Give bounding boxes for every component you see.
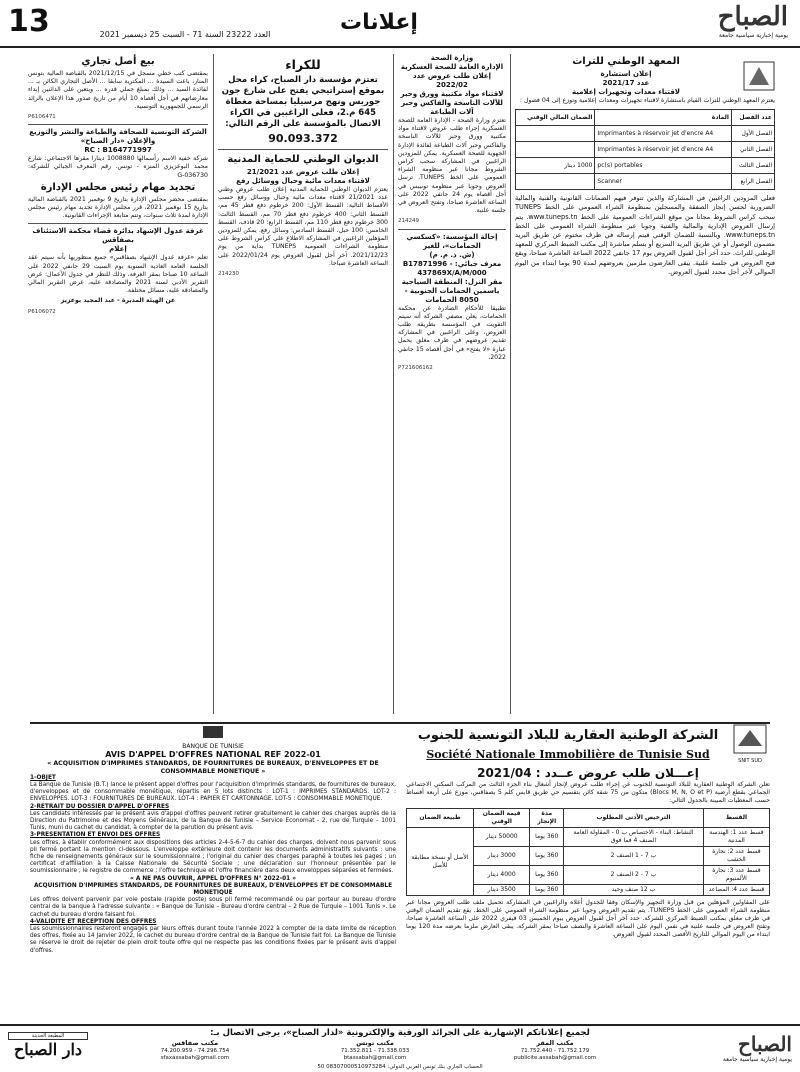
table-header: المادة [595, 110, 732, 126]
table-cell: النشاط: البناء - الاختصاص ب 0 - المقاولة العامة الصنف 4 فما فوق [564, 828, 704, 847]
chamber-title: غرفة عدول الإشهاد بدائرة قضاء محكمة الاستئناف بصفاقس [32, 227, 204, 245]
ad-reference: P6106072 [28, 308, 56, 315]
footer-account: الحساب الجاري بنك تونس العربي الدولي: 08307000510973284 50 [317, 1064, 483, 1070]
section-heading: 3-PRESENTATION ET ENVOI DES OFFRES [30, 832, 161, 839]
table-header: الضمان المالي الوقتي [516, 110, 595, 126]
table-cell: 3500 دينار [473, 885, 529, 896]
closing-title: « A NE PAS OUVRIR, APPEL D'OFFRES N° 2022-01 » [130, 875, 296, 882]
rent-title: للكراء [285, 57, 321, 72]
company-body: شركة خفية الاسم رأسمالها 1008880 دينارا مقرها الاجتماعي: شارع محمد البوعزيزي المنزه - تونس. رقم المعرف الجبائي للشركة: 036730-G [28, 155, 208, 179]
table-cell: ب 7 - 2 الصنف 2 [564, 866, 704, 885]
office-tunis [320, 1040, 430, 1062]
table-cell: 4000 دينار [473, 866, 529, 885]
ad-reference: P6106471 [28, 114, 56, 121]
health-tender-body: تعتزم وزارة الصحة - الإدارة العامة للصحة العسكرية إجراء طلب عروض لاقتناء مواد مكتبية وورق وحبر للآلات الناسخة والفاكس وحبر آلات الطباعة لفائدة الإدارة الجهوية للصحة العسكرية. يمكن للمزودين الراغبين في المشاركة سحب كراس الشروط مجانا عبر منظومة الشراء العمومي على الخط TUNEPS. ترسل العروض وجوبا عبر منظومة تونيبس في أجل أقصاه يوم 24 جانفي 2022 على الساعة العاشرة صباحا، وتفتح العروض في جلسة علنية. [398, 117, 506, 215]
printer-badge: المطبعة الحديثة [8, 1032, 88, 1040]
office-sfax [140, 1040, 250, 1062]
company-title: الشركة التونسية للصحافة والطباعة والنشر والتوزيع والإعلان «دار الصباح» [29, 128, 207, 146]
bank-name: BANQUE DE TUNISIE [182, 743, 244, 751]
table-cell: 3000 دينار [473, 847, 529, 866]
table-cell: الفصل الرابع [732, 174, 775, 190]
table-cell [516, 126, 595, 142]
table-cell: قسط عدد 4: المصاعد [703, 885, 769, 896]
snit-body: على المقاولين المؤهلين من قبل وزارة التجهيز والإسكان وفقا للجدول أعلاه والراغبين في المشاركة تحميل ملف طلب العروض مجانا عبر منظومة الشراء العمومي على الخط TUNEPS. يتم تقديم العروض وجوبا عبر منظومة الشراء العمومي على الخط. يقع تقديم الضمان الوقتي في ظرف مغلق بمكتب الضبط المركزي للشركة. حدد آخر أجل لقبول العروض بيوم الخميس 03 فيفري 2022 على الساعة العاشرة صباحا، وتفتح العروض في جلسة علنية في نفس اليوم على الساعة العاشرة والنصف صباحا بمقر الشركة. يبقى العارض ملزما بعرضه مدة 120 يوما ابتداء من اليوم الموالي للتاريخ الأقصى المحدد لقبول العروض. [406, 899, 771, 938]
section-heading: 4-VALIDITE ET RECEPTION DES OFFRES [30, 918, 157, 925]
civil-protection-item: لاقتناء معدات مائية وحبال ووسائل رفع [236, 177, 370, 185]
column-divider [393, 54, 394, 714]
office-phone: 71.338.033 - 71.352.811 [340, 1048, 410, 1054]
snit-tender-block [406, 724, 770, 1024]
table-row [407, 828, 770, 847]
transfer-title: إحالة المؤسسة: «كسكسي الحمامات»، للغير [406, 232, 498, 250]
table-cell: قسط عدد 3: نجارة الألمنيوم [703, 866, 769, 885]
table-row [516, 126, 775, 142]
office-headquarters [500, 1040, 610, 1062]
table-cell: قسط عدد 2: نجارة الخشب [703, 847, 769, 866]
office-name: مكتب صفاقس [171, 1039, 219, 1047]
footer [0, 1024, 800, 1072]
institute-subtitle: إعلان استشارة [600, 70, 652, 78]
table-cell: 360 يوما [530, 866, 564, 885]
table-cell: ب 7 - 1 الصنف 2 [564, 847, 704, 866]
column-center-right [398, 54, 506, 714]
column-left [28, 54, 208, 714]
transfer-tax-id: معرف جبائي: B17871996 - 437869X/A/M/000 [402, 259, 502, 277]
table-row [516, 174, 775, 190]
section-heading: 1-OBJET [30, 774, 56, 781]
chamber-signature: عن الهيئة المديرة - عبد المجيد بوعزيز [60, 297, 176, 305]
table-row [516, 142, 775, 158]
institute-title: المعهد الوطني للتراث [572, 56, 680, 67]
bank-tender-subject: « ACQUISITION D'IMPRIMES STANDARDS, DE FOURNITURES DE BUREAUX, D'ENVELOPPES ET DE CONSOMMABLE MONETIQUE » [47, 760, 379, 775]
section-body: Les candidats intéressés par le présent avis d'appel d'offres peuvent retirer gratuitement le cahier des charges auprès de la Direction du Patrimoine et des Moyens Généraux, de la Banque de Tunisie – Service Economat - 2, rue de Turquie – 1001 Tunis, muni du cachet du candidat, à compter de la parution du présent avis. [30, 810, 396, 832]
column-right [515, 54, 775, 714]
bank-logo-icon [193, 724, 233, 740]
closing-subtitle: ACQUISITION D'IMPRIMES STANDARDS, DE FOURNITURES DE BUREAUX, D'ENVELOPPES ET DE CONSOMMABLE MONETIQUE [33, 882, 393, 897]
section-body: Les offres, à établir conformément aux dispositions des articles 2-4-5-6-7 du cahier des charges, doivent nous parvenir sous pli fermé portant la mention ci-dessous. L'enveloppe extérieure doit contenir les documents administratifs suivants : une fiche de renseignements généraux sur le soumissionnaire ; l'original du cahier des charges paraphé à toutes les pages ; un certificat d'affiliation à la Caisse Nationale de Sécurité Sociale ; une déclaration sur l'honneur présentée par le soumissionnaire ; le registre de commerce ; l'offre technique et l'offre financière dans deux enveloppes séparées et fermées. [30, 839, 396, 875]
page-number: 13 [8, 4, 50, 39]
heritage-logo-icon [743, 61, 775, 91]
logo-text: الصباح [717, 2, 788, 32]
table-cell: 360 يوما [530, 828, 564, 847]
company-rc: RC : B164771997 [84, 146, 152, 155]
table-cell: pc(s) portables [595, 158, 732, 174]
health-tender-item: لاقتناء مواد مكتبية وورق وحبر للآلات الناسخة والفاكس وحبر آلات الطباعة [400, 90, 504, 116]
office-name: مكتب المقر [536, 1039, 574, 1047]
ad-reference: 214249 [398, 218, 419, 225]
institute-table [515, 109, 775, 190]
table-cell [516, 142, 595, 158]
table-row [516, 158, 775, 174]
table-header: مدة الإنجاز [530, 809, 564, 828]
footer-brand: الصباح [737, 1032, 792, 1056]
table-cell: 1000 دينار [516, 158, 595, 174]
table-cell: Imprimantes à réservoir jet d'encre A4 [595, 142, 732, 158]
snit-table [406, 808, 770, 896]
table-cell: الفصل الثاني [732, 142, 775, 158]
office-email: btassabah@gmail.com [343, 1055, 407, 1061]
institute-body: فعلى المزودين الراغبين في المشاركة والذين تتوفر فيهم الضمانات القانونية والفنية والمالية الضرورية لحسن إنجاز الصفقة والمسجلين بمنظومة الشراء العمومي على الخط TUNEPS سحب كراس الشروط مجانا من موقع الشراءات العمومية على الخط www.tuneps.tn. يتم إرسال العروض الإدارية والمالية والفنية وجوبا عبر منظومة الشراء العمومي على الخط www.tuneps.tn. وبالنسبة للضمان الوقتي فيتم إرساله في ظرف مختوم عن طريق البريد مضمون الوصول أو عن طريق البريد السريع أو يسلم مباشرة إلى مكتب الضبط المركزي للمعهد الوطني للتراث. حدد آخر أجل لقبول العروض يوم 17 جانفي 2022 الساعة العاشرة صباحا، ويقع فتح العروض في جلسة علنية. يبقى العارضون ملزمين بعروضهم لمدة 90 يوما ابتداء من اليوم الموالي لآخر أجل محدد لقبول العروض. [515, 194, 775, 276]
civil-protection-body: يعتزم الديوان الوطني للحماية المدنية إعلان طلب عروض وطني عدد 21/2021 لاقتناء معدات مائية وحبال ووسائل رفع حسب الأقساط التالية: القسط الأول: 200 خرطوم دفع قطر 45 مم، القسط الثاني: 400 خرطوم دفع قطر 70 مم، القسط الثالث: 300 خرطوم دفع قطر 110 مم، القسط الرابع: 20 قاذف، القسط الخامس: 100 حبل، القسط السادس: وسائل رفع. يمكن للمزودين المؤهلين الراغبين في المشاركة الاطلاع على كراس الشروط على منظومة الشراءات العمومية TUNEPS بداية من يوم 2021/12/23. آخر أجل لقبول العروض يوم 2022/01/24 على الساعة العاشرة صباحا. [218, 186, 388, 267]
footer-logo-text: دار الصباح [13, 1040, 83, 1059]
masthead [0, 0, 800, 48]
institute-number: عدد 2021/17 [602, 79, 650, 87]
ad-reference: 214230 [218, 271, 239, 278]
office-name: مكتب تونس [356, 1039, 394, 1047]
issue-line: العدد 23222 السنة 71 - السبت 25 ديسمبر 2021 [99, 30, 271, 39]
table-cell: الأصل أو نسخة مطابقة للأصل [407, 828, 474, 896]
institute-intro: يعتزم المعهد الوطني للتراث القيام باستشارة لاقتناء تجهيزات ومعدات إعلامية وتوزع إلى 04 فصول : [519, 97, 775, 104]
section-title: إعلانات [340, 10, 418, 35]
table-header: الترخيص الأدنى المطلوب [564, 809, 704, 828]
ad-reference: P721606162 [398, 365, 433, 372]
transfer-subtitle: (ش. ذ. م. م) [429, 250, 475, 259]
transfer-seat: مقر النزل: المنطقة السياحية ياسمين الحمامات الجنوبية - 8050 الحمامات [401, 277, 503, 304]
renewal-body: بمقتضى محضر مجلس الإدارة بتاريخ 9 نوفمبر 2021 بالقباضة المالية بتاريخ 15 نوفمبر 2021، قرر مجلس الإدارة تجديد مهام رئيس مجلس الإدارة لمدة ثلاث سنوات، وتتم متابعة الإجراءات القانونية. [28, 195, 208, 220]
section-heading: 2-RETRAIT DU DOSSIER D'APPEL D'OFFRES [30, 803, 170, 810]
table-header: قيمة الضمان الوقتي [473, 809, 529, 828]
lower-section [30, 722, 770, 1024]
chamber-subtitle: إعلام [109, 245, 127, 254]
section-body: La Banque de Tunisie (B.T.) lance le présent appel d'offres pour l'acquisition d'imprimés standards, de fournitures de bureaux, d'enveloppes et de consommable monétique, répartis en 5 lots distincts : LOT-1 : IMPRIMES STANDARDS. LOT-2 : ENVELOPPES. LOT-3 : FOURNITURES DE BUREAUX. LOT-4 : PAPIER ET CARTONNAGE. LOT-5 : CONSOMMABLE MONETIQUE. [30, 782, 396, 803]
footer-right-logo [672, 1032, 792, 1063]
ministry-subtitle: الإدارة العامة للصحة العسكرية [400, 63, 504, 71]
rent-body: تعتزم مؤسسة دار الصباح، كراء محل بموقع إستراتيجي يفتح على شارع جون جوريس ونهج مرسيليا بمساحة مغطاة 645 م.2، فعلى الراغبين في الكراء الاتصال بالمؤسسة على الرقم التالي: [221, 75, 385, 129]
table-header: طبيعة الضمان [407, 809, 474, 828]
rent-phone: 90.093.372 [268, 132, 338, 145]
snit-intro: تعلن الشركة الوطنية العقارية للبلاد التونسية للجنوب عن إجراء طلب عروض لإنجاز أشغال بناء الجزء الثالث من المركب السكني الاجتماعي الجماعي بقطع أرضية (Blocs M, N, O et P) متكون من 75 شقة كائن بتقسيم حي طريق قابس كلم 5 بصفاقس، موزع على أربعة أقساط حسب المعطيات المبينة بالجدول التالي: [406, 781, 771, 804]
footer-headline: لجميع إعلاناتكم الإشهارية على الجرائد الورقية والإلكترونية «لدار الصباح»، يرجى الاتصال بـ: [210, 1028, 590, 1038]
health-tender-title: إعلان طلب عروض عدد 2022/02 [413, 72, 491, 89]
logo-subtitle: يومية إخبارية سياسية جامعة [718, 32, 788, 39]
table-header: عدد الفصل [732, 110, 775, 126]
snit-title-fr: Société Nationale Immobilière de Tunisie Sud [426, 747, 710, 761]
transfer-body: تطبيقا للأحكام الصادرة عن محكمة الحمامات، يعلن مصفي الشركة أنه سيتم التفويت في المؤسسة بطريقة طلب العروض، وعلى الراغبين في المشاركة تقديم عروضهم في ظرف مغلق يحمل عبارة «لا يفتح» في أجل أقصاه 15 جانفي 2022. [398, 304, 506, 361]
bank-tender-title: AVIS D'APPEL D'OFFRES NATIONAL REF 2022-01 [105, 750, 321, 760]
section-body: Les offres doivent parvenir par voie postale (rapide poste) sous pli fermé recommandé ou par porteur au bureau d'ordre central de la banque à l'adresse suivante : « Banque de Tunisie – Bureau d'ordre central – 2 Rue de Turquie – 1001 Tunis ». Le cachet du bureau d'ordre faisant foi. [30, 897, 396, 918]
table-cell: الفصل الثالث [732, 158, 775, 174]
sale-body: بمقتضى كتب خطي مسجل في 2021/12/15 بالقباضة المالية بتونس المنار، باعت السيدة ... المكترية سابقا ... الأصل التجاري الكائن بـ ... لفائدة السيد ... وذلك بمبلغ جملي قدره ... ويتعين على الدائنين إبداء معارضاتهم في أجل أقصاه 10 أيام من تاريخ صدور هذا الإعلان بالرائد الرسمي للجمهورية التونسية. [28, 70, 208, 110]
office-email: publicite.assabah@gmail.com [513, 1055, 597, 1061]
snit-title-ar: الشركة الوطنية العقارية للبلاد التونسية للجنوب [417, 727, 719, 743]
institute-item: لاقتناء معدات وتجهيزات إعلامية [571, 88, 680, 96]
snit-notice: إعـــلان طلب عروض عــدد : 2021/04 [477, 766, 699, 780]
column-divider [510, 54, 511, 714]
sale-title: بيع أصل تجاري [81, 56, 155, 67]
snit-logo-icon [733, 724, 767, 754]
bank-tender-block [30, 724, 396, 1024]
ministry-title: وزارة الصحة [430, 54, 474, 62]
footer-left-logo [8, 1032, 88, 1059]
footer-brand-subtitle: يومية إخبارية سياسية جامعة [722, 1056, 792, 1063]
chamber-body: تعلم «غرفة عدول الإشهاد بصفاقس» جميع منظوريها بأنه سيتم عقد الجلسة العامة العادية السنوية يوم السبت 29 جانفي 2022 على الساعة 10 صباحا بمقر الغرفة، وذلك للنظر في جدول الأعمال: عرض التقرير الأدبي لسنة 2021 والمصادقة عليه، عرض التقرير المالي والمصادقة عليه، مسائل مختلفة. [28, 254, 208, 295]
snit-logo-text: SNIT SUD [738, 758, 762, 764]
table-cell [516, 174, 595, 190]
renewal-title: تجديد مهام رئيس مجلس الإدارة [40, 181, 196, 193]
column-divider [213, 54, 214, 714]
office-email: sfaxassabah@gmail.com [160, 1055, 230, 1061]
civil-protection-tender: إعلان طلب عروض عدد 21/2021 [246, 168, 360, 176]
table-cell: 360 يوما [530, 885, 564, 896]
table-header: القسط [703, 809, 769, 828]
table-cell: قسط عدد 1: الهندسة المدنية [703, 828, 769, 847]
table-cell: 360 يوما [530, 847, 564, 866]
table-cell: 50000 دينار [473, 828, 529, 847]
newspaper-logo [668, 2, 788, 42]
table-cell: Scanner [595, 174, 732, 190]
office-phone: 71.752.179 - 71.752.440 [520, 1048, 590, 1054]
section-body: Les soumissionnaires resteront engagés par leurs offres durant toute l'année 2022 à compter de la date limite de réception des offres, fixée au 14 Janvier 2022, le cachet du bureau d'ordre central de la Banque de Tunisie fait foi. La Banque de Tunisie se réserve le droit de rejeter de plein droit toute offre qui ne respecte pas les conditions fixées par le présent avis d'appel d'offres. [30, 926, 396, 954]
office-phone: 74.296.754 - 74.200.959 [160, 1048, 230, 1054]
column-center-left [218, 54, 388, 714]
table-cell: ب 12 صنف وحيد [564, 885, 704, 896]
civil-protection-title: الديوان الوطني للحماية المدنية [227, 154, 379, 165]
table-cell: Imprimantes à réservoir jet d'encre A4 [595, 126, 732, 142]
table-cell: الفصل الأول [732, 126, 775, 142]
